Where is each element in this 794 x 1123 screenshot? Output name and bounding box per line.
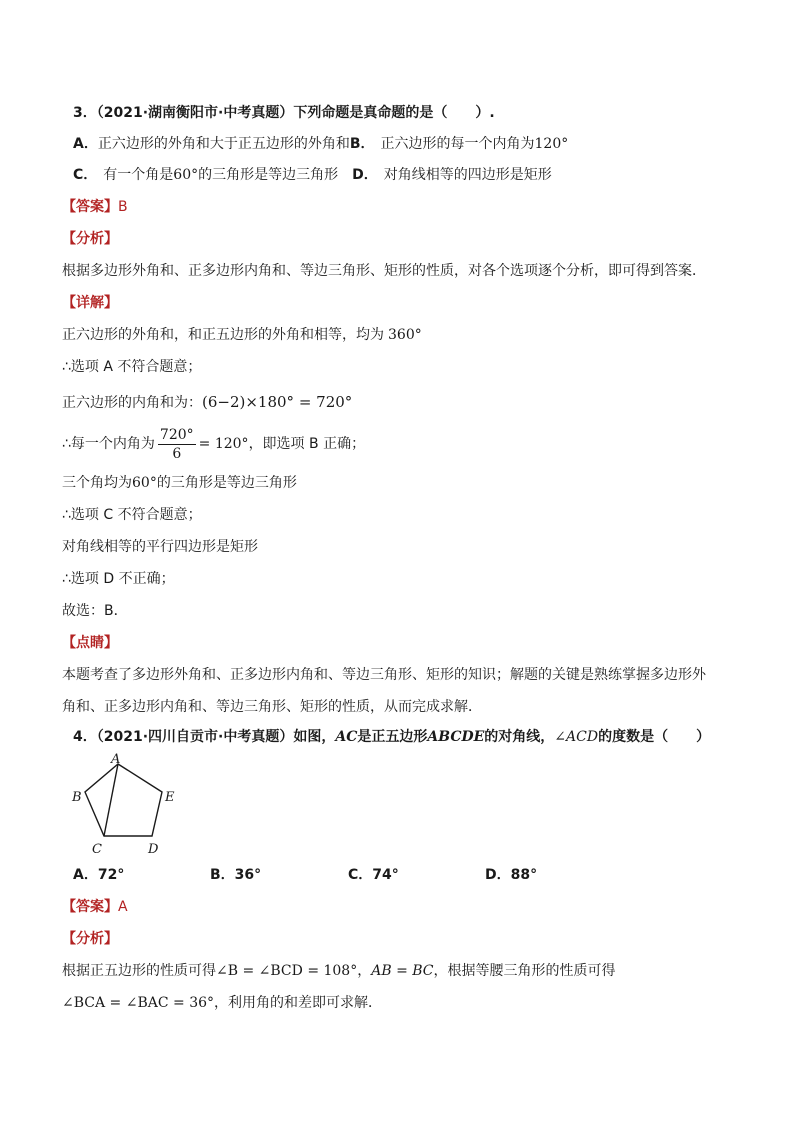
q3-d3-text: 正六边形的内角和为： xyxy=(62,395,202,411)
q3-detail-tag: 【详解】 xyxy=(62,295,118,311)
q3-option-c-post: 的三角形是等边三角形 xyxy=(198,167,339,183)
q3-d5-value: 60° xyxy=(132,475,157,491)
q3-detail-line-2: ∴选项 A 不符合题意； xyxy=(62,359,202,375)
q4-a1-pre: 根据正五边形的性质可得 xyxy=(62,963,216,979)
q3-detail-line-4 xyxy=(62,424,365,464)
q3-d1-value: 360° xyxy=(388,327,422,343)
q3-analysis-text: 根据多边形外角和、正多边形内角和、等边三角形、矩形的性质，对各个选项逐个分析，即可得到答案． xyxy=(62,263,706,279)
q4-stem xyxy=(73,727,710,747)
q4-option-c: C．74° xyxy=(348,867,399,883)
q4-a1-expression: ∠B = ∠BCD = 108° xyxy=(216,963,358,979)
q4-analysis-line-2 xyxy=(62,993,382,1013)
pentagon-figure xyxy=(60,752,190,862)
q3-comment-tag: 【点睛】 xyxy=(62,635,118,651)
q3-d4-denominator: 6 xyxy=(172,445,182,462)
q3-answer-value: B xyxy=(118,199,128,215)
q3-option-d-text: 对角线相等的四边形是矩形 xyxy=(383,167,552,183)
q4-source: （2021·四川自贡市·中考真题） xyxy=(96,729,294,745)
q3-option-b-label: B． xyxy=(349,136,375,152)
q4-a1-post: ，根据等腰三角形的性质可得 xyxy=(433,963,616,979)
q4-a1-separator: ， xyxy=(357,963,372,979)
vertex-label-e: E xyxy=(165,790,175,805)
q3-d4-numerator: 720° xyxy=(159,426,194,443)
q4-option-d: D．88° xyxy=(485,867,538,883)
pentagon-outline xyxy=(85,764,162,836)
q3-detail-line-9: 故选：B． xyxy=(62,603,128,619)
vertex-label-c: C xyxy=(92,842,102,857)
q3-option-b-text: 正六边形的每一个内角为 xyxy=(380,136,535,152)
q4-analysis-line-1 xyxy=(62,961,616,981)
q3-detail-line-1 xyxy=(62,325,422,345)
q4-number: 4． xyxy=(73,729,97,745)
q3-detail-line-8: ∴选项 D 不正确； xyxy=(62,571,175,587)
q4-answer-value: A xyxy=(118,899,128,915)
q3-option-a-text: 正六边形的外角和大于正五边形的外角和 xyxy=(97,136,350,152)
q3-detail-line-5 xyxy=(62,473,297,493)
vertex-label-b: B xyxy=(72,790,82,805)
q3-options-ab xyxy=(73,134,568,154)
q3-stem xyxy=(73,103,495,123)
q3-detail-line-3 xyxy=(62,392,352,413)
q4-a2-expression: ∠BCA = ∠BAC = 36° xyxy=(62,995,215,1011)
q3-d3-expression: (6−2)×180° = 720° xyxy=(202,393,353,411)
q4-a1-expression-2: AB = BC xyxy=(371,963,434,979)
q4-stem-part-2: 是正五边形 xyxy=(357,729,428,745)
q3-d4-pre: ∴每一个内角为 xyxy=(62,436,155,452)
q3-analysis-tag: 【分析】 xyxy=(62,231,118,247)
q3-comment-line-2: 角和、正多边形内角和、等边三角形、矩形的性质，从而完成求解． xyxy=(62,699,482,715)
q4-a2-post: ，利用角的和差即可求解． xyxy=(214,995,383,1011)
q3-d4-fraction xyxy=(158,426,196,463)
q4-answer xyxy=(62,897,128,917)
q4-option-b: B．36° xyxy=(210,867,262,883)
q3-d5-pre: 三个角均为 xyxy=(62,475,132,491)
q3-option-c-label: C． xyxy=(73,167,98,183)
q3-option-b-value: 120° xyxy=(534,136,569,152)
q4-stem-ac: AC xyxy=(335,729,358,745)
q3-answer-tag: 【答案】 xyxy=(62,199,118,215)
q3-d5-post: 的三角形是等边三角形 xyxy=(156,475,297,491)
q4-stem-abcde: ABCDE xyxy=(427,729,485,745)
q3-detail-line-7: 对角线相等的平行四边形是矩形 xyxy=(62,539,258,555)
q3-option-c-pre: 有一个角是 xyxy=(103,167,174,183)
q3-option-d-label: D． xyxy=(352,167,378,183)
q3-options-cd xyxy=(73,165,552,185)
q3-d4-result: = 120° xyxy=(198,436,249,452)
q3-answer xyxy=(62,197,128,217)
q4-stem-part-4: 的度数是（ ） xyxy=(598,729,711,745)
q3-number: 3． xyxy=(73,105,97,121)
q3-source: （2021·湖南衡阳市·中考真题） xyxy=(96,105,294,121)
q3-comment-line-1: 本题考查了多边形外角和、正多边形内角和、等边三角形、矩形的知识；解题的关键是熟练掌握多边形外 xyxy=(62,667,706,683)
q4-stem-angle: ∠ACD xyxy=(554,729,599,745)
q4-option-a: A．72° xyxy=(73,867,125,883)
q4-answer-tag: 【答案】 xyxy=(62,899,118,915)
q4-analysis-tag: 【分析】 xyxy=(62,931,118,947)
q3-d4-post: ，即选项 B 正确； xyxy=(248,436,366,452)
q4-stem-part-3: 的对角线， xyxy=(484,729,555,745)
vertex-label-a: A xyxy=(111,752,121,767)
q3-option-c-value: 60° xyxy=(173,167,199,183)
q3-option-a-label: A． xyxy=(73,136,98,152)
vertex-label-d: D xyxy=(148,842,159,857)
q3-d1-text: 正六边形的外角和，和正五边形的外角和相等，均为 xyxy=(62,327,384,343)
q3-detail-line-6: ∴选项 C 不符合题意； xyxy=(62,507,202,523)
q4-stem-part-1: 如图， xyxy=(293,729,336,745)
q3-stem-text: 下列命题是真命题的是（ ）. xyxy=(293,105,495,121)
